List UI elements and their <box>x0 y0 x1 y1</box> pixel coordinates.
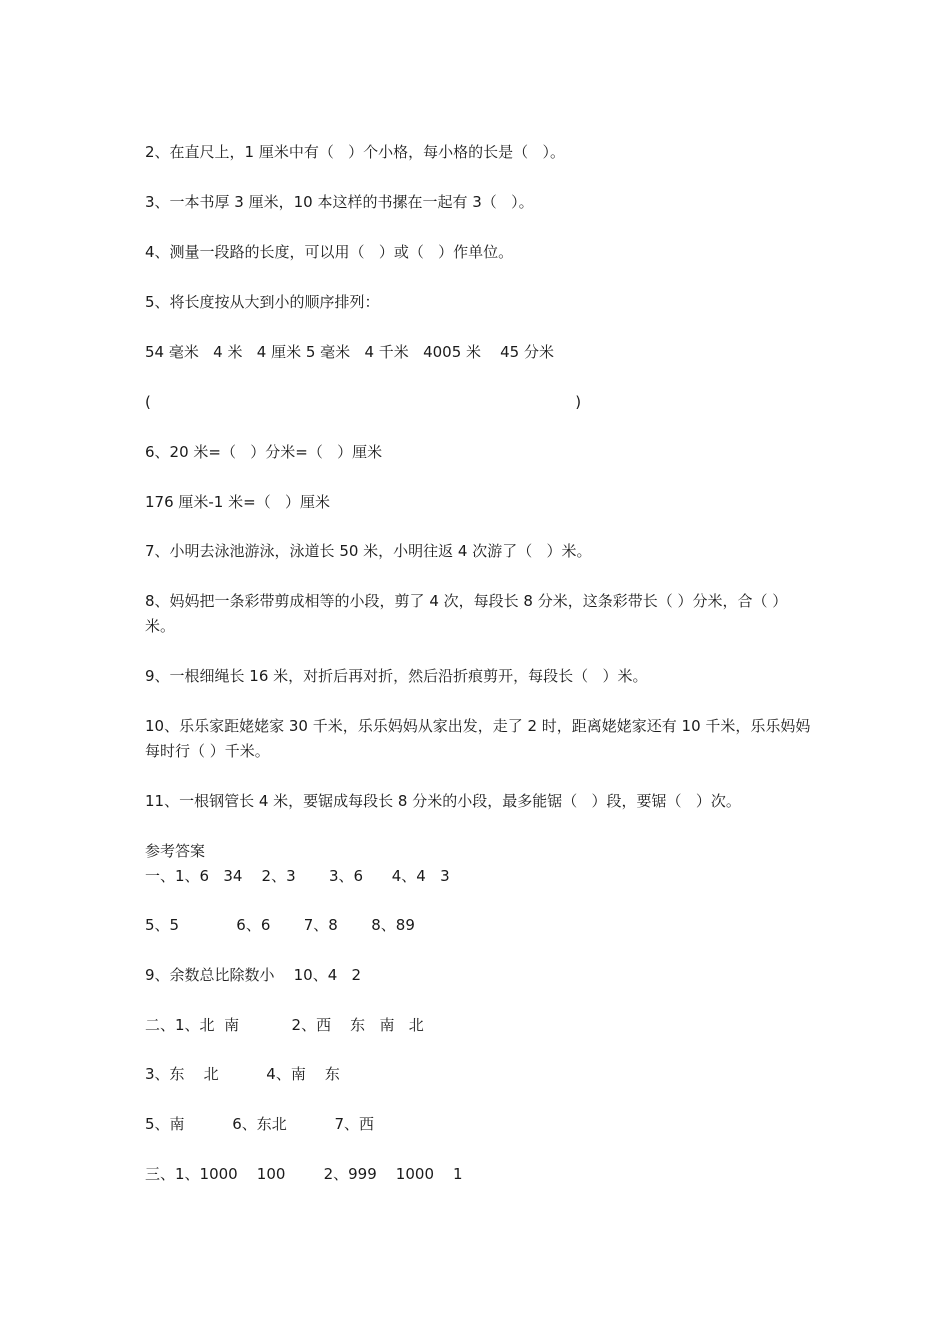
question-3: 3、一本书厚 3 厘米，10 本这样的书摞在一起有 3（ ）。 <box>145 193 534 211</box>
question-7: 7、小明去泳池游泳，泳道长 50 米，小明往返 4 次游了（ ）米。 <box>145 542 592 560</box>
question-6-part-b: 176 厘米-1 米=（ ）厘米 <box>145 493 330 511</box>
question-5: 5、将长度按从大到小的顺序排列： <box>145 293 380 311</box>
answer-line-1: 一、1、6 34 2、3 3、6 4、4 3 <box>145 867 450 885</box>
question-5-answer-blank: ( ) <box>145 393 582 411</box>
answers-title: 参考答案 <box>145 842 206 860</box>
answer-line-3: 9、余数总比除数小 10、4 2 <box>145 966 362 984</box>
answer-line-7: 三、1、1000 100 2、999 1000 1 <box>145 1165 463 1183</box>
question-9: 9、一根细绳长 16 米，对折后再对折，然后沿折痕剪开，每段长（ ）米。 <box>145 667 648 685</box>
answer-line-2: 5、5 6、6 7、8 8、89 <box>145 916 415 934</box>
answer-line-4: 二、1、北 南 2、西 东 南 北 <box>145 1016 424 1034</box>
answer-line-5: 3、东 北 4、南 东 <box>145 1065 340 1083</box>
question-8: 8、妈妈把一条彩带剪成相等的小段，剪了 4 次，每段长 8 分米，这条彩带长（ ）分米，合（ ）米。 <box>145 592 788 635</box>
question-4: 4、测量一段路的长度，可以用（ ）或（ ）作单位。 <box>145 243 514 261</box>
question-11: 11、一根钢管长 4 米，要锯成每段长 8 分米的小段，最多能锯（ ）段，要锯（ ）次。 <box>145 792 741 810</box>
question-10: 10、乐乐家距姥姥家 30 千米，乐乐妈妈从家出发，走了 2 时，距离姥姥家还有 10 千米，乐乐妈妈每时行（ ）千米。 <box>145 717 811 760</box>
answer-line-6: 5、南 6、东北 7、西 <box>145 1115 374 1133</box>
question-6: 6、20 米=（ ）分米=（ ）厘米 <box>145 443 383 461</box>
question-2: 2、在直尺上，1 厘米中有（ ）个小格，每小格的长是（ ）。 <box>145 143 565 161</box>
question-5-items: 54 毫米 4 米 4 厘米 5 毫米 4 千米 4005 米 45 分米 <box>145 343 554 361</box>
